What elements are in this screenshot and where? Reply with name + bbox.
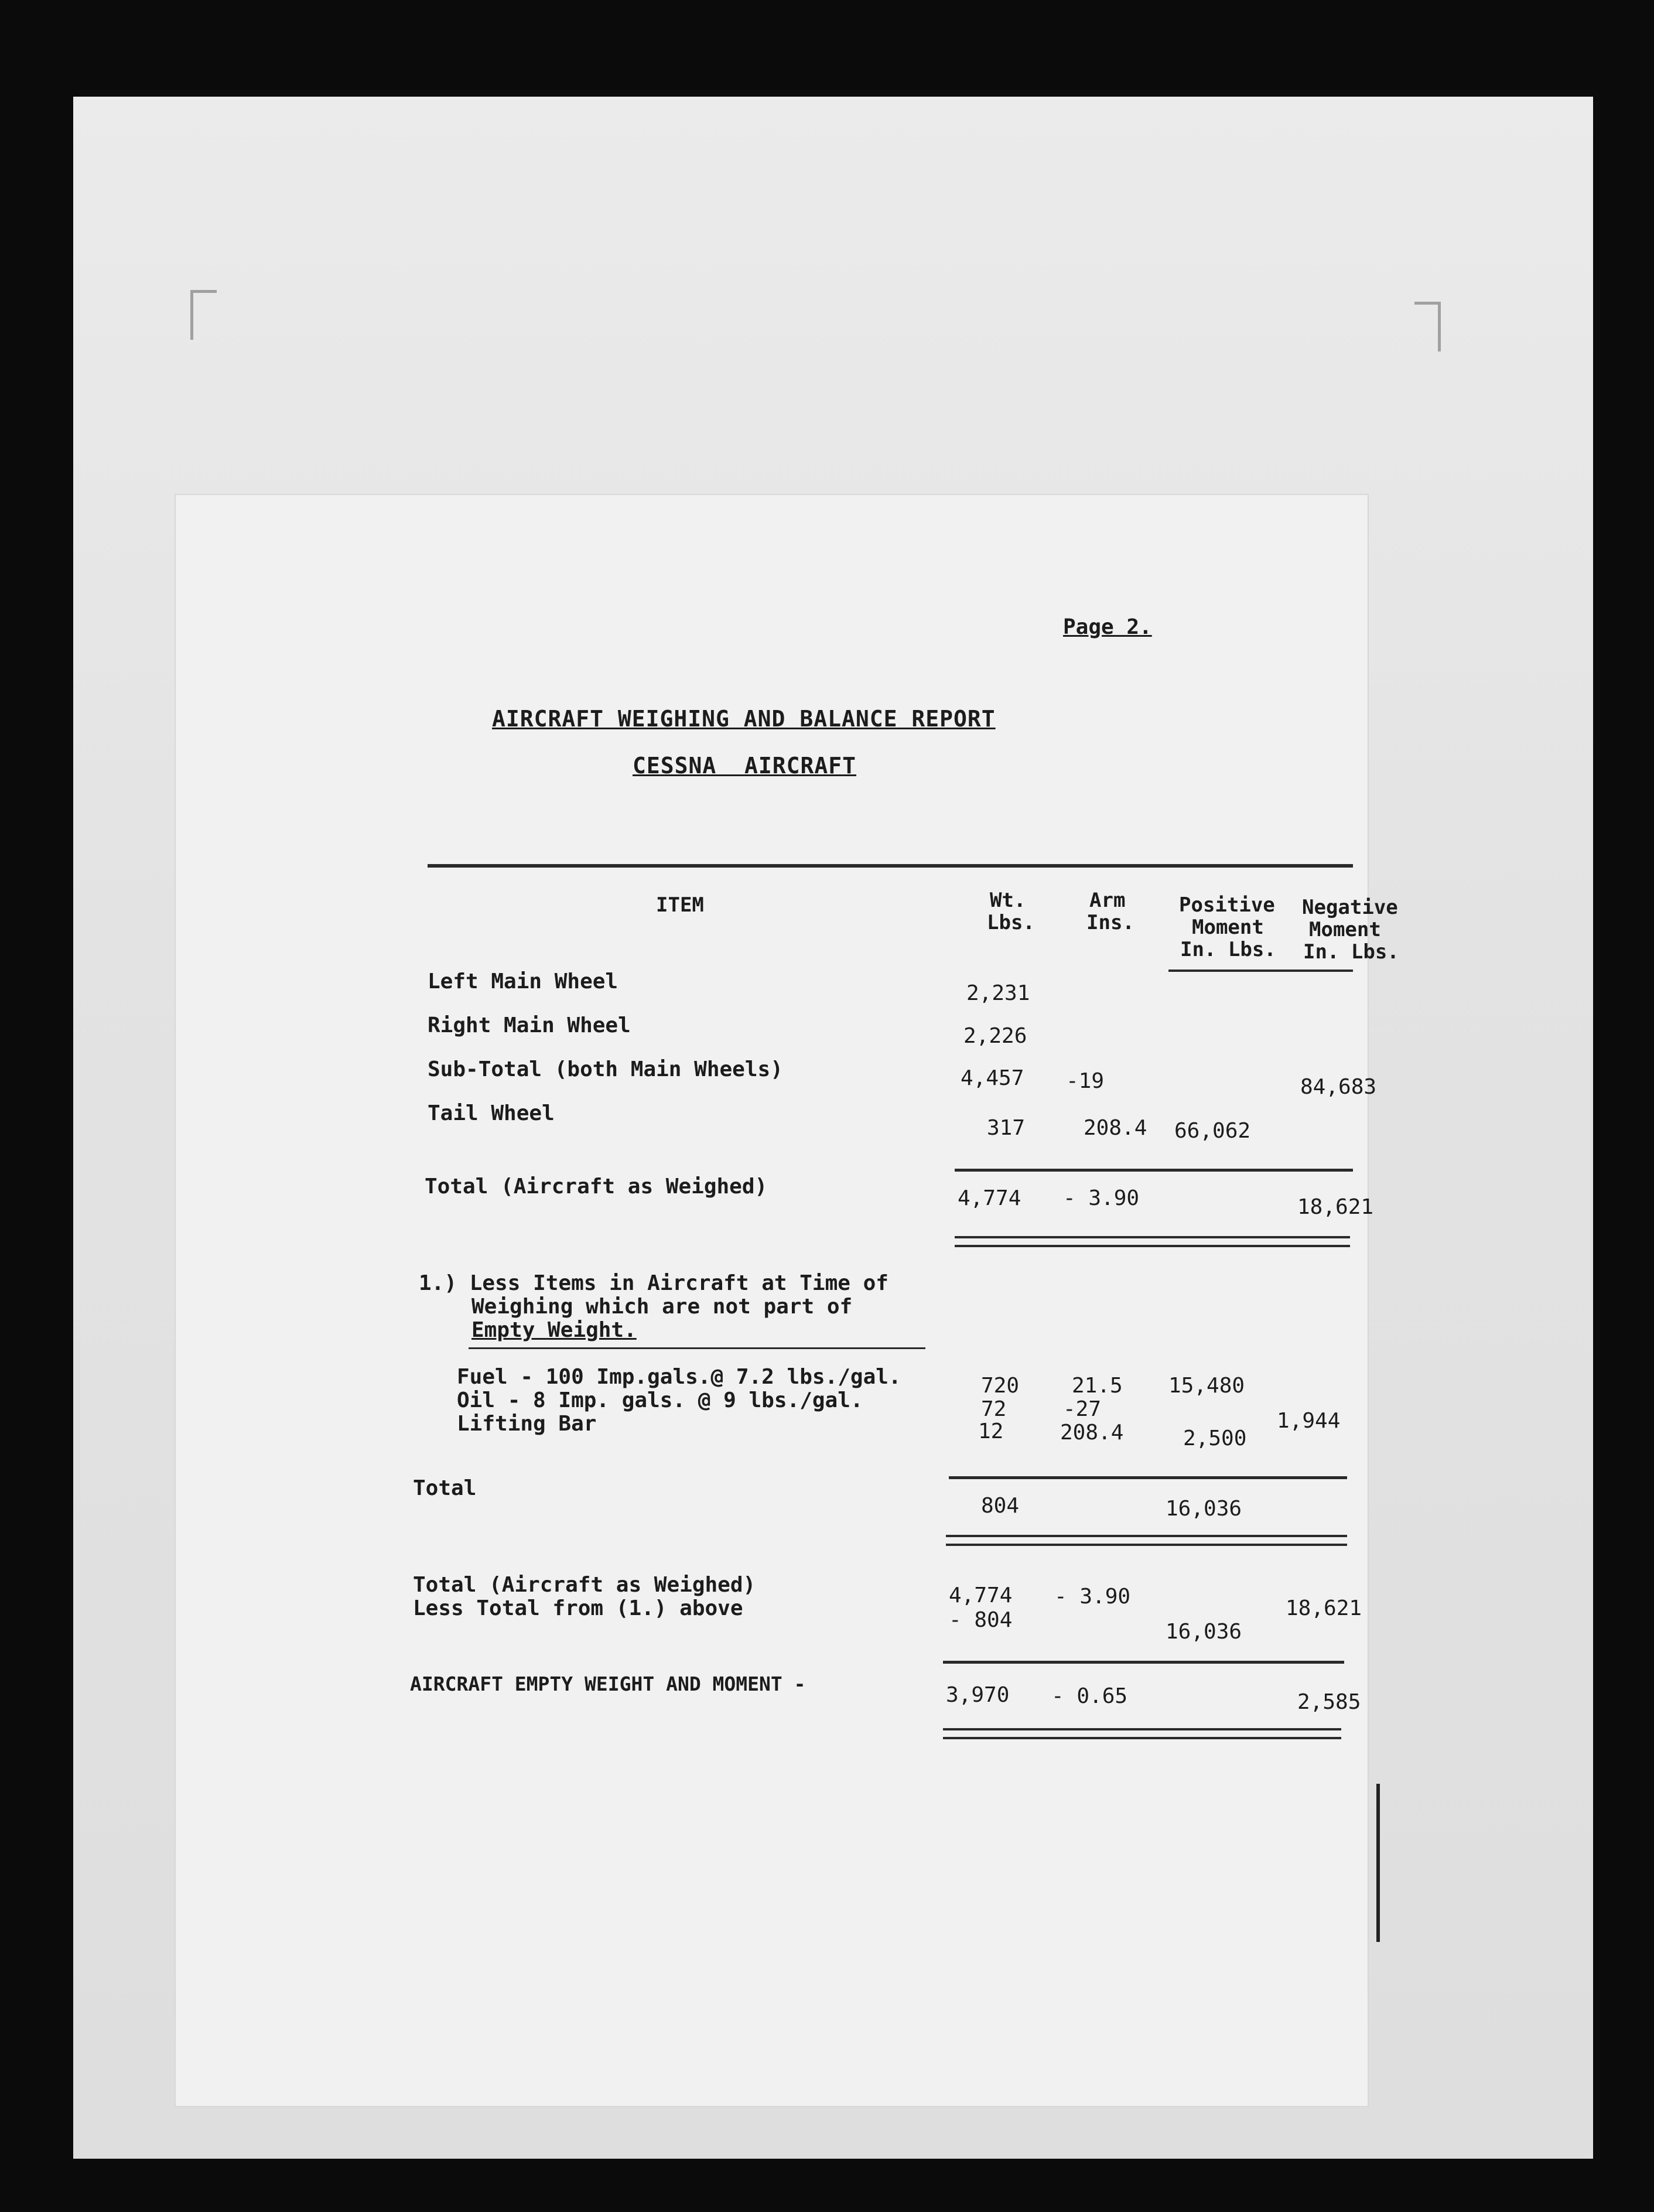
less-total-label: Total [413, 1476, 477, 1500]
summary-row2-pos: 16,036 [1166, 1620, 1242, 1644]
double-rule-bottom [943, 1737, 1341, 1739]
col-item-header: ITEM [656, 893, 704, 917]
less-item-arm: -27 [1063, 1397, 1102, 1421]
col-neg-header-2: Moment [1309, 918, 1381, 941]
col-pos-header-1: Positive [1179, 893, 1275, 917]
less-total-pos: 16,036 [1166, 1497, 1242, 1521]
summary-row2-label: Less Total from (1.) above [413, 1596, 743, 1620]
row-label: Tail Wheel [428, 1101, 555, 1125]
row-arm: -19 [1066, 1069, 1105, 1093]
report-subtitle: CESSNA AIRCRAFT [633, 753, 857, 779]
less-item-pos: 15,480 [1168, 1374, 1245, 1398]
row-label: Sub-Total (both Main Wheels) [428, 1057, 783, 1081]
less-item-pos: 2,500 [1183, 1426, 1247, 1450]
less-item-label: Oil - 8 Imp. gals. @ 9 lbs./gal. [457, 1388, 863, 1412]
crop-mark-top-right [1414, 302, 1441, 351]
summary-row1-label: Total (Aircraft as Weighed) [413, 1573, 756, 1597]
row-wt: 2,226 [963, 1024, 1027, 1048]
less-heading-line-3: Empty Weight. [471, 1318, 637, 1342]
col-pos-header-3: In. Lbs. [1180, 938, 1276, 961]
row-label: Total (Aircraft as Weighed) [425, 1175, 768, 1199]
summary-row2-wt: - 804 [949, 1608, 1013, 1632]
double-rule-top [946, 1535, 1347, 1537]
double-rule-top [955, 1236, 1350, 1238]
less-item-arm: 208.4 [1060, 1421, 1124, 1445]
row-wt: 317 [987, 1116, 1026, 1140]
row-wt: 2,231 [966, 981, 1030, 1005]
report-page [176, 495, 1399, 2106]
final-neg: 2,585 [1297, 1690, 1361, 1714]
col-wt-header-2: Lbs. [987, 911, 1035, 934]
rule [955, 1169, 1353, 1172]
less-heading-rule [469, 1347, 925, 1349]
col-neg-header-3: In. Lbs. [1303, 940, 1399, 964]
less-item-neg: 1,944 [1277, 1409, 1341, 1433]
less-item-arm: 21.5 [1072, 1374, 1123, 1398]
rule [949, 1476, 1347, 1479]
scan-frame [73, 97, 1593, 2159]
less-heading-line-1: 1.) Less Items in Aircraft at Time of [419, 1271, 888, 1295]
less-item-label: Fuel - 100 Imp.gals.@ 7.2 lbs./gal. [457, 1365, 901, 1389]
header-bottom-rule [1168, 970, 1353, 972]
col-wt-header-1: Wt. [990, 889, 1026, 912]
less-total-wt: 804 [981, 1494, 1020, 1518]
less-item-label: Lifting Bar [457, 1412, 597, 1436]
double-rule-top [943, 1728, 1341, 1730]
margin-line [1376, 1784, 1380, 1942]
row-label: Right Main Wheel [428, 1013, 631, 1037]
table-top-rule [428, 864, 1353, 868]
row-arm: 208.4 [1084, 1116, 1147, 1140]
summary-row1-neg: 18,621 [1286, 1596, 1362, 1620]
rule [943, 1661, 1344, 1664]
report-title: AIRCRAFT WEIGHING AND BALANCE REPORT [492, 706, 996, 732]
summary-row1-wt: 4,774 [949, 1583, 1013, 1607]
final-label: AIRCRAFT EMPTY WEIGHT AND MOMENT - [410, 1672, 806, 1695]
col-neg-header-1: Negative [1302, 896, 1398, 919]
double-rule-bottom [955, 1245, 1350, 1247]
row-label: Left Main Wheel [428, 970, 618, 994]
summary-row1-arm: - 3.90 [1054, 1585, 1131, 1609]
less-item-wt: 720 [981, 1374, 1020, 1398]
less-item-wt: 72 [981, 1397, 1007, 1421]
final-wt: 3,970 [946, 1683, 1010, 1707]
row-pos: 66,062 [1174, 1119, 1251, 1143]
less-heading-line-2: Weighing which are not part of [471, 1295, 853, 1319]
double-rule-bottom [946, 1544, 1347, 1546]
row-neg: 18,621 [1297, 1195, 1374, 1219]
page-number: Page 2. [1063, 615, 1152, 639]
less-item-wt: 12 [978, 1419, 1004, 1443]
final-arm: - 0.65 [1051, 1684, 1128, 1708]
row-neg: 84,683 [1300, 1075, 1377, 1099]
col-arm-header-2: Ins. [1086, 911, 1134, 934]
row-wt: 4,774 [958, 1186, 1021, 1210]
row-arm: - 3.90 [1063, 1186, 1140, 1210]
crop-mark-top-left [190, 290, 217, 340]
col-arm-header-1: Arm [1089, 889, 1126, 912]
row-wt: 4,457 [961, 1066, 1024, 1090]
col-pos-header-2: Moment [1192, 916, 1264, 939]
